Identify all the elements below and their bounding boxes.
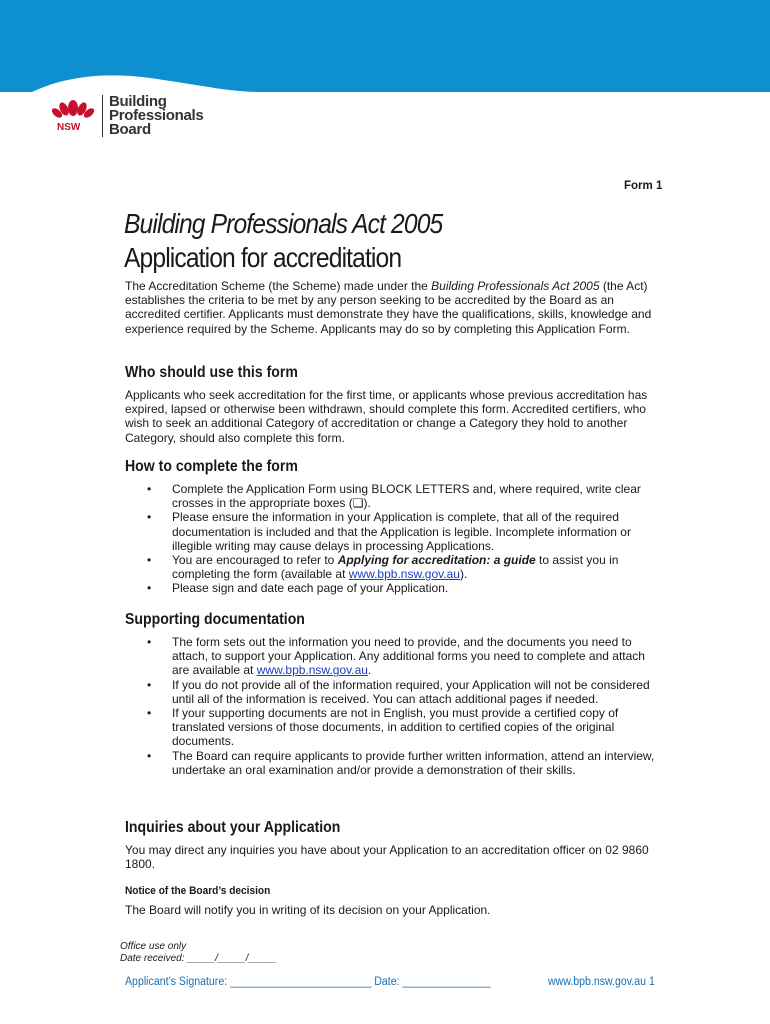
list-item: • The Board can require applicants to provide further written information, attend an interview, undertake an oral examination and/or provide a demonstration of their skills. (125, 749, 665, 777)
form-number: Form 1 (624, 180, 663, 192)
title-application: Application for accreditation (124, 242, 402, 273)
list-item: • You are encouraged to refer to Applying for accreditation: a guide to assist you in completing the form (available at www.bpb.nsw.gov.au). (125, 553, 665, 581)
how-list (125, 482, 665, 596)
list-item: • Please sign and date each page of your Application. (125, 581, 665, 595)
who-paragraph: Applicants who seek accreditation for the first time, or applicants whose previous accreditation has expired, lapsed or otherwise been withdrawn, should complete this form. Accredited certifiers, who wish to seek an additional Category of accreditation or change a Category they hold to another Category, should also complete this form. (125, 388, 648, 445)
list-item: • The form sets out the information you need to provide, and the documents you need to attach, to support your Application. Any additional forms you need to complete and attach are available at www.bpb.nsw.gov.au. (125, 635, 665, 678)
date-received-field: Date received: _____/_____/_____ (120, 953, 277, 964)
signature-date-line: Applicant’s Signature: ________________________ Date: _______________ (125, 976, 491, 988)
logo-line-2: Professionals (109, 107, 204, 124)
notice-paragraph: The Board will notify you in writing of its decision on your Application. (125, 903, 491, 917)
logo-line-3: Board (109, 121, 151, 138)
supporting-list (125, 635, 665, 777)
bpb-logo (50, 94, 203, 138)
intro-paragraph: The Accreditation Scheme (the Scheme) made under the Building Professionals Act 2005 (the Act) establishes the criteria to be met by any person seeking to be accredited by the Board as an accredited certifier. Applicants must demonstrate they have the qualifications, skills, knowledge and experience required by the Scheme. Applicants may do so by completing this Application Form. (125, 279, 652, 336)
office-use-block (120, 941, 276, 965)
list-item: • If your supporting documents are not in English, you must provide a certified copy of translated versions of those documents, in addition to certified copies of the original documents. (125, 706, 665, 749)
bpb-website-link[interactable]: www.bpb.nsw.gov.au (348, 567, 460, 582)
heading-notice: Notice of the Board’s decision (125, 885, 271, 897)
heading-who: Who should use this form (125, 364, 298, 381)
list-item: • Please ensure the information in your Application is complete, that all of the required documentation is included and that the Application is legible. Incomplete information or illegible writing may cause delays in processing Applications. (125, 510, 665, 553)
logo-line-1: Building (109, 93, 167, 110)
bpb-website-link[interactable]: www.bpb.nsw.gov.au (256, 663, 368, 678)
heading-how: How to complete the form (125, 458, 298, 475)
footer-site-page: www.bpb.nsw.gov.au 1 (548, 976, 655, 988)
title-act: Building Professionals Act 2005 (124, 208, 443, 239)
heading-supporting: Supporting documentation (125, 611, 305, 628)
list-item: • Complete the Application Form using BLOCK LETTERS and, where required, write clear crosses in the appropriate boxes (❏). (125, 482, 665, 510)
logo-wordmark (109, 95, 203, 137)
heading-inquiries: Inquiries about your Application (125, 819, 341, 836)
nsw-wordmark: NSW (57, 122, 81, 133)
office-use-label: Office use only (120, 941, 187, 952)
logo-divider (102, 95, 103, 137)
list-item: • If you do not provide all of the information required, your Application will not be considered until all of the information is received. You can attach additional pages if needed. (125, 678, 665, 706)
inquiries-paragraph: You may direct any inquiries you have about your Application to an accreditation officer on 02 9860 1800. (125, 843, 649, 872)
